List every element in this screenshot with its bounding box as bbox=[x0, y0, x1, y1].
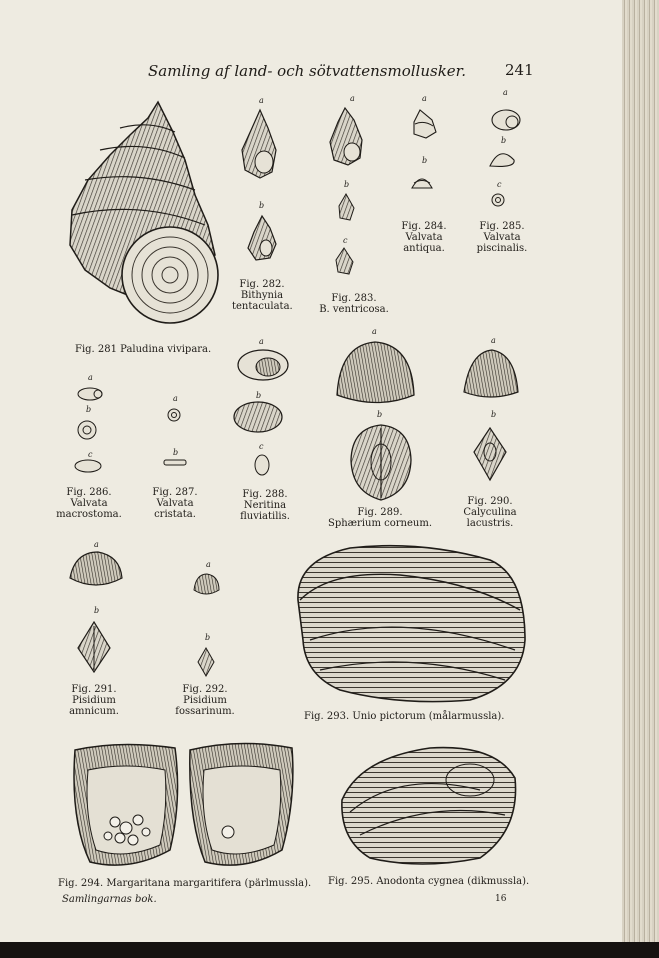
letter-c: c bbox=[343, 236, 348, 245]
caption-fig-293: Fig. 293. Unio pictorum (målarmussla). bbox=[304, 711, 505, 722]
footer-book-title: Samlingarnas bok. bbox=[62, 894, 157, 905]
caption-fig-289: Fig. 289. Sphærium corneum. bbox=[327, 507, 433, 529]
letter-b: b bbox=[491, 410, 497, 419]
caption-fig-288: Fig. 288. Neritina fluviatilis. bbox=[240, 489, 290, 522]
caption-fig-283: Fig. 283. B. ventricosa. bbox=[319, 293, 389, 315]
fig-286-valvata-macrostoma-shells bbox=[75, 388, 102, 472]
fig-281-paludina-shell bbox=[70, 102, 218, 323]
caption-fig-294: Fig. 294. Margaritana margaritifera (pärlmussla). bbox=[58, 878, 312, 889]
letter-a: a bbox=[372, 327, 377, 336]
fig-282-bithynia-shells bbox=[242, 110, 276, 260]
letter-b: b bbox=[259, 201, 265, 210]
fig-294-margaritana-shells bbox=[74, 743, 293, 865]
letter-a: a bbox=[350, 94, 355, 103]
letter-b: b bbox=[94, 606, 100, 615]
signature-mark: 16 bbox=[495, 894, 507, 904]
fig-295-anodonta-shell bbox=[342, 748, 516, 864]
letter-b: b bbox=[256, 391, 262, 400]
page-number: 241 bbox=[505, 61, 534, 79]
letter-a: a bbox=[503, 88, 508, 97]
letter-a: a bbox=[94, 540, 99, 549]
letter-b: b bbox=[344, 180, 350, 189]
letter-c: c bbox=[259, 442, 264, 451]
caption-fig-282: Fig. 282. Bithynia tentaculata. bbox=[232, 279, 293, 312]
caption-fig-285: Fig. 285. Valvata piscinalis. bbox=[476, 221, 528, 254]
caption-fig-292: Fig. 292. Pisidium fossarinum. bbox=[175, 684, 235, 717]
letter-a: a bbox=[491, 336, 496, 345]
caption-fig-281: Fig. 281 Paludina vivipara. bbox=[75, 344, 212, 355]
letter-a: a bbox=[206, 560, 211, 569]
letter-b: b bbox=[173, 448, 179, 457]
caption-fig-290: Fig. 290. Calyculina lacustris. bbox=[463, 496, 517, 529]
letter-b: b bbox=[377, 410, 383, 419]
letter-c: c bbox=[497, 180, 502, 189]
letter-a: a bbox=[259, 96, 264, 105]
fig-293-unio-pictorum-shell bbox=[298, 546, 525, 702]
fig-288-neritina-shells bbox=[234, 350, 288, 475]
running-header: Samling af land- och sötvattensmollusker. bbox=[148, 62, 466, 80]
letter-a: a bbox=[88, 373, 93, 382]
caption-fig-286: Fig. 286. Valvata macrostoma. bbox=[56, 487, 122, 520]
letter-b: b bbox=[501, 136, 507, 145]
fig-292-pisidium-fossarinum-shells bbox=[194, 574, 219, 676]
page-bottom-shadow bbox=[0, 942, 659, 958]
letter-a: a bbox=[173, 394, 178, 403]
caption-fig-284: Fig. 284. Valvata antiqua. bbox=[401, 221, 447, 254]
caption-fig-287: Fig. 287. Valvata cristata. bbox=[152, 487, 198, 520]
letter-a: a bbox=[259, 337, 264, 346]
letter-b: b bbox=[205, 633, 211, 642]
fig-283-ventricosa-shells bbox=[330, 108, 362, 274]
letter-b: b bbox=[86, 405, 92, 414]
letter-b: b bbox=[422, 156, 428, 165]
fig-285-valvata-piscinalis-shells bbox=[490, 110, 520, 206]
caption-fig-291: Fig. 291. Pisidium amnicum. bbox=[69, 684, 119, 717]
fig-289-sphaerium-shells bbox=[337, 342, 414, 500]
letter-a: a bbox=[422, 94, 427, 103]
fig-284-valvata-antiqua-shells bbox=[412, 110, 436, 188]
letter-c: c bbox=[88, 450, 93, 459]
caption-fig-295: Fig. 295. Anodonta cygnea (dikmussla). bbox=[328, 876, 530, 887]
